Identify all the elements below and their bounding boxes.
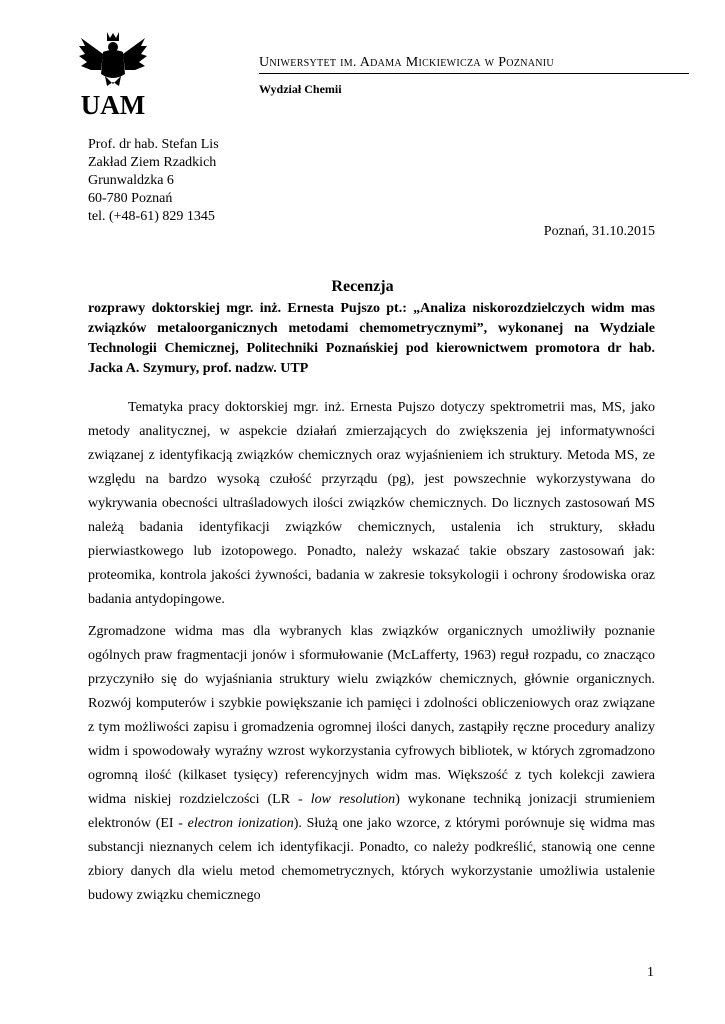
sender-line: Zakład Ziem Rzadkich (88, 155, 217, 170)
paragraph-2-italic: electron ionization (187, 816, 294, 831)
paragraph-2-text: ) wykonane techniką jonizacji strumieniem elektronów (EI - (88, 792, 655, 831)
document-title: Recenzja (331, 278, 394, 295)
paragraph-2-italic: low resolution (310, 792, 396, 807)
university-logo (77, 30, 149, 118)
document-date: Poznań, 31.10.2015 (543, 224, 655, 239)
faculty-name: Wydział Chemii (259, 82, 342, 96)
sender-address (88, 136, 219, 226)
logo-lettering: UAM (80, 90, 146, 118)
document-body (88, 396, 655, 916)
sender-line: Grunwaldzka 6 (88, 173, 174, 188)
eagle-emblem-icon (77, 30, 149, 118)
page-number: 1 (647, 965, 654, 980)
paragraph-2 (88, 620, 655, 908)
sender-line: 60-780 Poznań (88, 191, 173, 206)
sender-line: tel. (+48-61) 829 1345 (88, 209, 215, 224)
review-subject: rozprawy doktorskiej mgr. inż. Ernesta Pujszo pt.: „Analiza niskorozdzielczych widm mas związków metaloorganicznych metodami chemometrycznymi”, wykonanej na Wydziale Technologii Chemicznej, Politechniki Poznańskiej pod kierownictwem promotora dr hab. Jacka A. Szymury, prof. nadzw. UTP (88, 301, 655, 376)
paragraph-2-text: ). Służą one jako wzorce, z którymi porównuje się widma mas substancji nieznanych celem ich identyfikacji. Ponadto, co należy podkreślić, stanowią one cenne zbiory danych dla wielu metod chemometrycznych, których wykorzystanie umożliwia ustalenie budowy związku chemicznego (88, 816, 656, 903)
paragraph-1: Tematyka pracy doktorskiej mgr. inż. Ernesta Pujszo dotyczy spektrometrii mas, MS, jako metody analitycznej, w aspekcie działań zmierzających do zwiększenia jej informatywności związanej z identyfikacją związków chemicznych oraz wyjaśnieniem ich struktury. Metoda MS, ze względu na bardzo wysoką czułość przyrządu (pg), jest powszechnie wykorzystywana do wykrywania obecności ultraśladowych ilości związków chemicznych. Do licznych zastosowań MS należą badania identyfikacji związków chemicznych, ustalenia ich struktury, składu pierwiastkowego lub izotopowego. Ponadto, należy wskazać takie obszary zastosowań jak: proteomika, kontrola jakości żywności, badania w zakresie toksykologii i ochrony środowiska oraz badania antydopingowe. (88, 400, 655, 607)
sender-line: Prof. dr hab. Stefan Lis (88, 137, 219, 152)
university-name: Uniwersytet im. Adama Mickiewicza w Poznaniu (259, 55, 689, 74)
paragraph-2-text: Zgromadzone widma mas dla wybranych klas związków organicznych umożliwiły poznanie ogólnych praw fragmentacji jonów i sformułowanie (McLafferty, 1963) reguł rozpadu, co znacząco przyczyniło się do wyjaśniania struktury wielu związków chemicznych, głównie organicznych. Rozwój komputerów i szybkie powiększanie ich pamięci i zdolności obliczeniowych oraz związane z tym możliwości zapisu i gromadzenia ogromnej ilości danych, zastąpiły ręczne procedury analizy widm i spowodowały wyraźny wzrost wykorzystania cyfrowych bibliotek, w których zgromadzono ogromną ilość (kilkaset tysięcy) referencyjnych widm mas. Większość z tych kolekcji zawiera widma niskiej rozdzielczości (LR - (88, 624, 655, 807)
